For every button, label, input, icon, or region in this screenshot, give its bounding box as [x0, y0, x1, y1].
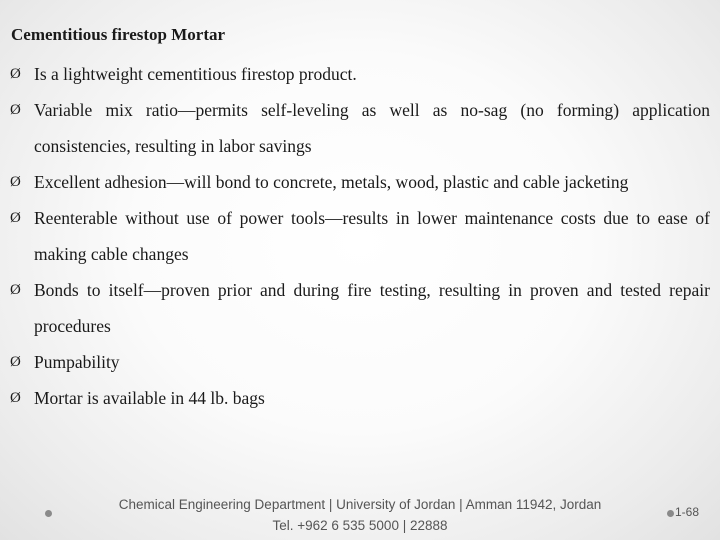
bullet-item	[10, 344, 710, 380]
bullet-item	[10, 164, 710, 200]
bullet-text: Reenterable without use of power tools—results in lower maintenance costs due to ease of making cable changes	[34, 208, 710, 264]
page-number: 1-68	[675, 505, 700, 519]
bullet-text: Variable mix ratio—permits self-leveling as well as no-sag (no forming) application consistencies, resulting in labor savings	[34, 100, 710, 156]
bullet-text: Mortar is available in 44 lb. bags	[34, 388, 265, 408]
bullet-item	[10, 92, 710, 164]
footer-dot-right	[667, 510, 674, 517]
arrow-bullet-icon: Ø	[10, 102, 21, 118]
footer-address: Chemical Engineering Department | University of Jordan | Amman 11942, Jordan	[118, 497, 602, 512]
bullet-item	[10, 200, 710, 272]
bullet-text: Pumpability	[34, 352, 120, 372]
bullet-item	[10, 380, 710, 416]
footer-phone: Tel. +962 6 535 5000 | 22888	[272, 518, 448, 533]
bullet-text: Is a lightweight cementitious firestop product.	[34, 64, 357, 84]
arrow-bullet-icon: Ø	[10, 210, 21, 226]
arrow-bullet-icon: Ø	[10, 282, 21, 298]
footer	[0, 494, 720, 536]
bullet-item	[10, 272, 710, 344]
slide-title: Cementitious firestop Mortar	[11, 25, 226, 44]
bullet-text: Excellent adhesion—will bond to concrete, metals, wood, plastic and cable jacketing	[34, 172, 629, 192]
arrow-bullet-icon: Ø	[10, 390, 21, 406]
arrow-bullet-icon: Ø	[10, 354, 21, 370]
bullet-list	[10, 56, 710, 416]
arrow-bullet-icon: Ø	[10, 174, 21, 190]
bullet-text: Bonds to itself—proven prior and during fire testing, resulting in proven and tested repair procedures	[34, 280, 710, 336]
bullet-item	[10, 56, 710, 92]
arrow-bullet-icon: Ø	[10, 66, 21, 82]
